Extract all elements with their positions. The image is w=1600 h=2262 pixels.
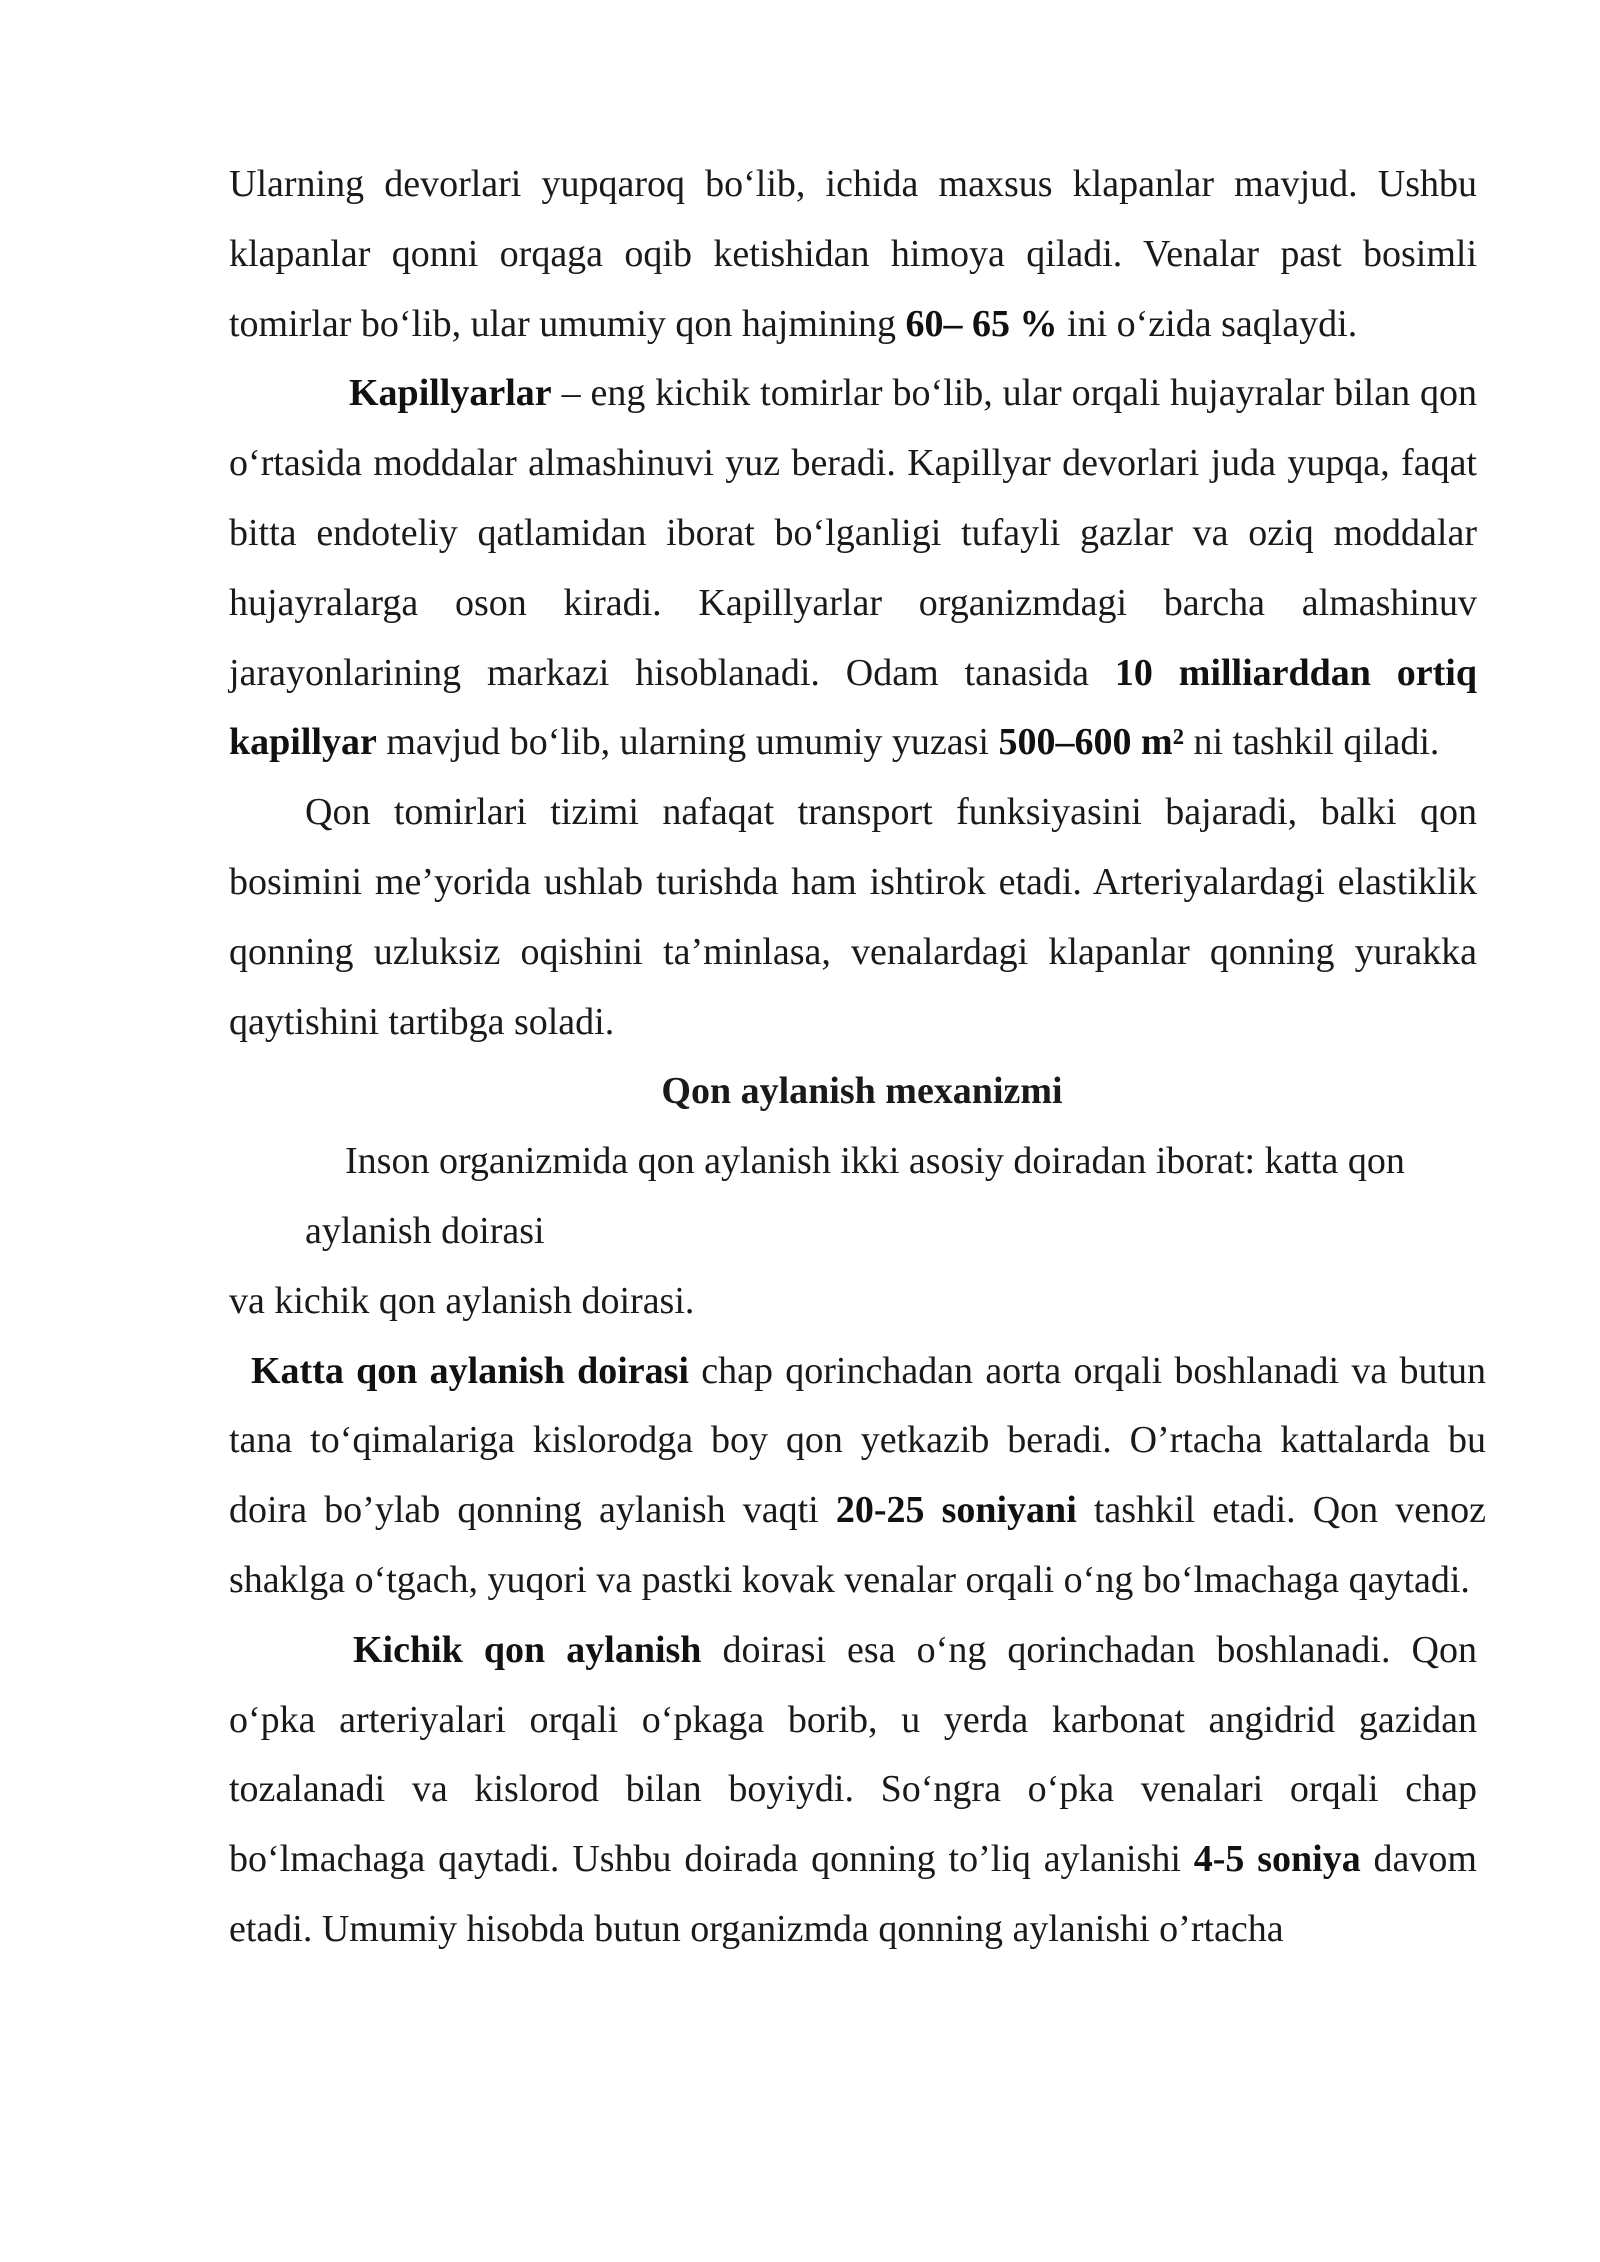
paragraph-veins: [229, 150, 1477, 359]
text-run: doirasi esa o‘ng qorinchadan boshlanadi. Qon o‘pka arteriyalari orqali o‘pkaga borib, u yerda karbonat angidrid gazidan tozalanadi va kislorod bilan boyiydi. So‘ngra o‘pka venalari orqali chap bo‘lmachaga qaytadi. Ushbu doirada qonning to’liq aylanishi: [229, 1628, 1477, 1881]
text-run: ini o‘zida saqlaydi.: [1057, 302, 1358, 345]
bold-text: 500–600 m²: [998, 721, 1184, 764]
paragraph-pulmonary-circulation: [229, 1616, 1477, 1965]
bold-text: Katta qon aylanish doirasi: [251, 1349, 689, 1392]
paragraph-capillaries: [229, 359, 1477, 778]
text-run: davom etadi. Umumiy hisobda butun organizmda qonning aylanishi o’rtacha: [229, 1838, 1477, 1950]
paragraph-circulation-intro-continued: [229, 1267, 1477, 1337]
bold-text: Kichik qon aylanish: [353, 1628, 702, 1671]
bold-text: 20-25 soniyani: [835, 1489, 1077, 1532]
bold-text: 10 milliarddan ortiq kapillyar: [229, 651, 1477, 764]
bold-text: 4-5 soniya: [1193, 1838, 1361, 1881]
text-run: va kichik qon aylanish doirasi.: [229, 1279, 695, 1322]
text-run: Qon tomirlari tizimi nafaqat transport funksiyasini bajaradi, balki qon bosimini me’yorida ushlab turishda ham ishtirok etadi. Arteriyalardagi elastiklik qonning uzluksiz oqishini ta’minlasa, venalardagi klapanlar qonning yurakka qaytishini tartibga soladi.: [229, 791, 1477, 1043]
paragraph-systemic-circulation: [229, 1337, 1486, 1616]
section-heading: Qon aylanish mexanizmi: [661, 1070, 1063, 1113]
text-run: Inson organizmida qon aylanish ikki asosiy doiradan iborat: katta qon aylanish doirasi: [305, 1140, 1405, 1252]
text-run: mavjud bo‘lib, ularning umumiy yuzasi: [376, 721, 999, 764]
text-run: chap qorinchadan aorta orqali boshlanadi va butun tana to‘qimalariga kislorodga boy qon yetkazib beradi. O’rtacha kattalarda bu doira bo’ylab qonning aylanish vaqti: [229, 1349, 1486, 1532]
bold-text: Kapillyarlar: [349, 372, 552, 415]
text-run: tashkil etadi. Qon venoz shaklga o‘tgach, yuqori va pastki kovak venalar orqali o‘ng bo‘lmachaga qaytadi.: [229, 1489, 1487, 1601]
text-run: Ularning devorlari yupqaroq bo‘lib, ichida maxsus klapanlar mavjud. Ushbu klapanlar qonni orqaga oqib ketishidan himoya qiladi. Venalar past bosimli tomirlar bo‘lib, ular umumiy qon hajmining: [229, 163, 1477, 345]
text-run: – eng kichik tomirlar bo‘lib, ular orqali hujayralar bilan qon o‘rtasida moddalar almashinuvi yuz beradi. Kapillyar devorlari juda yupqa, faqat bitta endoteliy qatlamidan iborat bo‘lganligi tufayli gazlar va oziq moddalar hujayralarga oson kiradi. Kapillyarlar organizmdagi barcha almashinuv jarayonlarining markazi hisoblanadi. Odam tanasida: [229, 372, 1477, 694]
document-body: [229, 150, 1487, 1965]
paragraph-vessel-system: [229, 778, 1477, 1057]
bold-text: 60– 65 %: [905, 302, 1058, 345]
paragraph-circulation-intro: [229, 1127, 1477, 1267]
text-run: ni tashkil qiladi.: [1184, 721, 1440, 764]
